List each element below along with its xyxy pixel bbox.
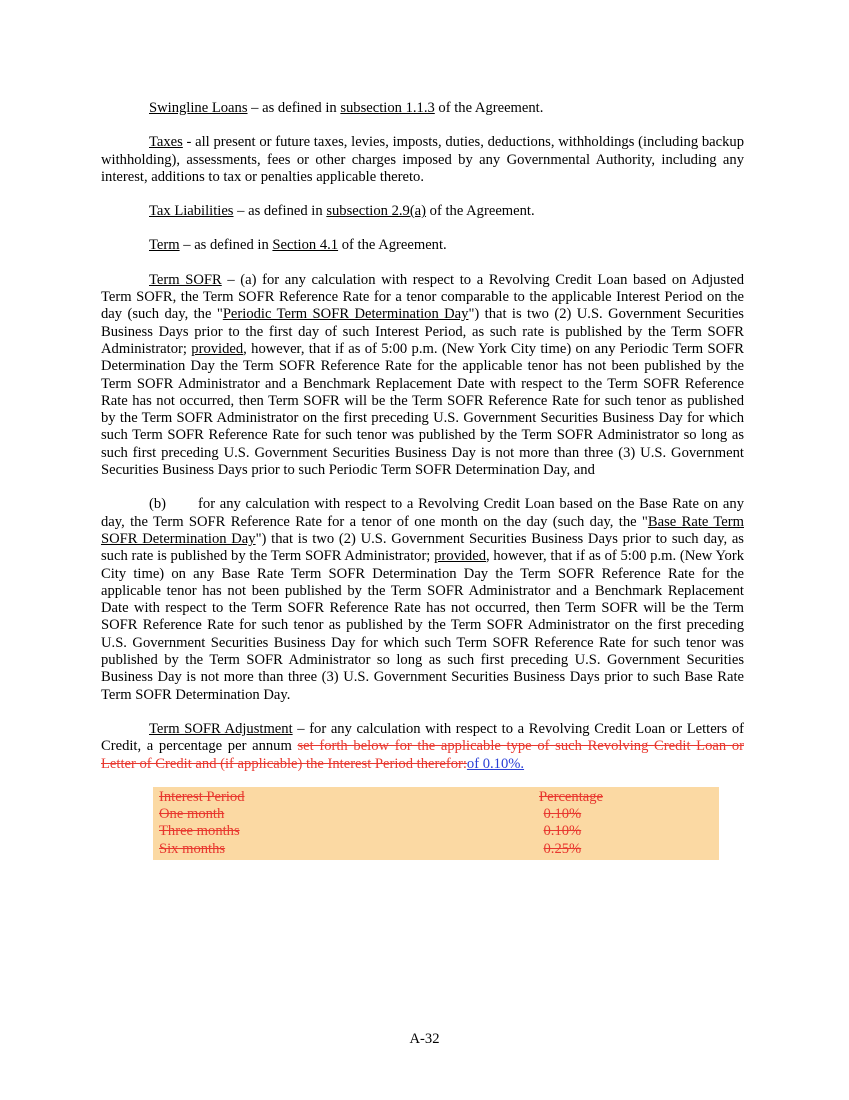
definition-swingline-loans xyxy=(101,100,744,117)
defined-term: Tax Liabilities xyxy=(149,203,234,220)
defined-term: Term SOFR Adjustment xyxy=(149,720,293,737)
definition-text: – (a) for any calculation with respect to a Revolving Credit Loan based on Adjusted Term SOFR, the Term SOFR Reference Rate for a tenor comparable to the applicable Interest Period on the day (such day, the " xyxy=(101,271,744,323)
document-body xyxy=(101,100,744,860)
definition-text: ") that is two (2) U.S. Government Securities Business Days prior to such day, as such rate is published by the Term SOFR Administrator; xyxy=(101,530,744,565)
defined-term: Base Rate Term SOFR Determination Day xyxy=(101,513,744,547)
definition-text: ") that is two (2) U.S. Government Securities Business Days prior to the first day of such Interest Period, as such rate is published by the Term SOFR Administrator; xyxy=(101,306,744,357)
definition-term xyxy=(101,237,744,254)
definition-text: , however, that if as of 5:00 p.m. (New York City time) on any Periodic Term SOFR Determination Day the Term SOFR Reference Rate for the applicable tenor has not been published by the Term SOFR Administrator and a Benchmark Replacement Date with respect to the Term SOFR Reference Rate has not occurred, then Term SOFR will be the Term SOFR Reference Rate for such tenor as published by the Term SOFR Administrator on the first preceding U.S. Government Securities Business Day for which such Term SOFR Reference Rate for such tenor was published by the Term SOFR Administrator so long as such first preceding U.S. Government Securities Business Day is not more than three (3) U.S. Government Securities Business Days prior to such Periodic Term SOFR Determination Day, and xyxy=(101,340,744,479)
cross-reference-link[interactable]: Section 4.1 xyxy=(272,237,339,254)
provided-term: provided xyxy=(191,340,244,357)
table-cell: 0.25% xyxy=(543,840,582,857)
table-cell: Three months xyxy=(159,823,240,840)
table-cell: 0.10% xyxy=(543,806,582,823)
defined-term: Swingline Loans xyxy=(149,100,248,116)
table-header-cell: Interest Period xyxy=(159,788,245,805)
table-row xyxy=(153,841,719,858)
table-cell: Six months xyxy=(159,840,226,857)
definition-text: - all present or future taxes, levies, imposts, duties, deductions, withholdings (including backup withholding), assessments, fees or other charges imposed by any Governmental Authority, including any interest, additions to tax or penalties applicable thereto. xyxy=(101,134,744,185)
definition-tax-liabilities xyxy=(101,203,744,220)
definition-term-sofr-adjustment xyxy=(101,721,744,773)
definition-text: – as defined in xyxy=(233,203,327,220)
page-number: A-32 xyxy=(409,1031,440,1047)
definition-text: , however, that if as of 5:00 p.m. (New York City time) on any Base Rate Term SOFR Determination Day the Term SOFR Reference Rate for the applicable tenor has not been published by the Term SOFR Administrator and a Benchmark Replacement Date with respect to the Term SOFR Reference Rate has not occurred, then Term SOFR will be the Term SOFR Reference Rate for such tenor as published by the Term SOFR Administrator on the first preceding U.S. Government Securities Business Day for which such Term SOFR Reference Rate for such tenor was published by the Term SOFR Administrator so long as such first preceding U.S. Government Securities Business Day is not more than three (3) U.S. Government Securities Business Days prior to such Base Rate Term SOFR Determination Day. xyxy=(101,548,744,703)
definition-term-sofr-a xyxy=(101,272,744,480)
table-cell: 0.10% xyxy=(543,823,582,840)
table-cell: One month xyxy=(159,806,225,823)
deleted-rate-table xyxy=(153,787,719,860)
definition-text: – as defined in xyxy=(247,100,341,116)
definition-text: of the Agreement. xyxy=(434,100,544,116)
table-header-cell: Percentage xyxy=(539,788,604,805)
definition-term-sofr-b xyxy=(101,496,744,704)
defined-term: Term xyxy=(149,237,180,254)
cross-reference-link[interactable]: subsection 1.1.3 xyxy=(340,100,435,116)
definition-text: of the Agreement. xyxy=(338,237,447,254)
clause-label: (b) xyxy=(149,496,167,513)
provided-term: provided xyxy=(434,548,486,565)
definition-text: – for any calculation with respect to a Revolving Credit Loan or Letters of Credit, a percentage per annum xyxy=(101,720,744,755)
definition-text: of the Agreement. xyxy=(426,203,535,220)
deleted-text: set forth below for the applicable type of such Revolving Credit Loan or Letter of Credit and (if applicable) the Interest Period therefor: xyxy=(101,738,744,772)
defined-term: Taxes xyxy=(149,134,183,151)
definition-text: – as defined in xyxy=(179,237,273,254)
table-row xyxy=(153,806,719,823)
definition-text: for any calculation with respect to a Revolving Credit Loan based on the Base Rate on any day, the Term SOFR Reference Rate for a tenor of one month on the day (such day, the " xyxy=(101,496,744,530)
defined-term: Periodic Term SOFR Determination Day xyxy=(222,306,469,323)
inserted-text: of 0.10%. xyxy=(466,755,525,772)
definition-taxes xyxy=(101,134,744,186)
table-row xyxy=(153,823,719,840)
table-header-row xyxy=(153,789,719,806)
defined-term: Term SOFR xyxy=(149,271,222,288)
cross-reference-link[interactable]: subsection 2.9(a) xyxy=(326,203,427,220)
